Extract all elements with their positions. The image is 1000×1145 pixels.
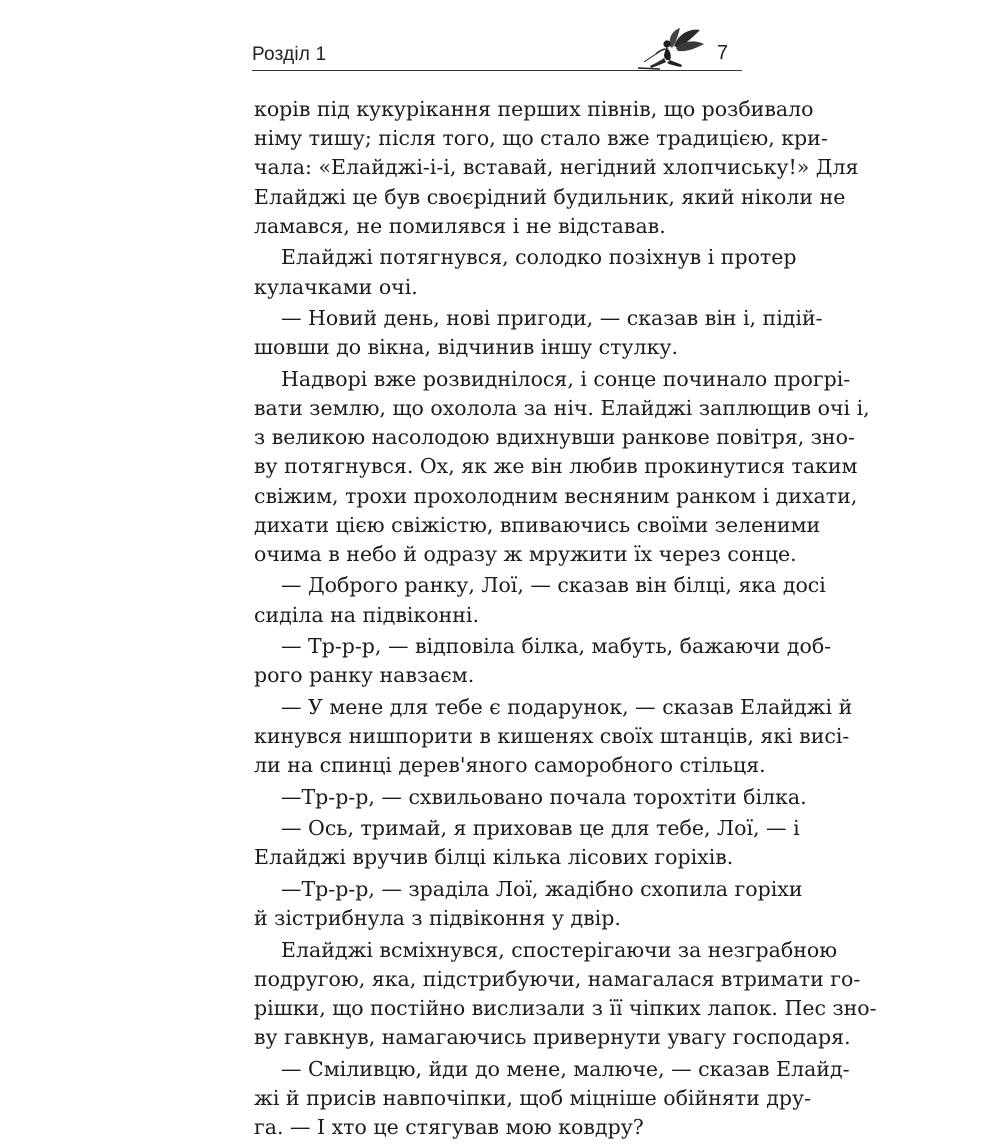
text-line: вати землю, що охолола за ніч. Елайджі заплющив очі і, (254, 395, 870, 420)
text-line: Елайджі це був своєрідний будильник, який ніколи не (254, 184, 846, 209)
text-line: шовши до вікна, відчинив іншу стулку. (254, 335, 678, 360)
text-line: рого ранку навзаєм. (254, 663, 475, 688)
paragraph (254, 875, 803, 933)
text-line: — Доброго ранку, Лої, — сказав він білці, яка досі (281, 573, 826, 598)
fairy-icon (634, 28, 706, 76)
paragraph (254, 783, 807, 812)
text-line: Елайджі потягнувся, солодко позіхнув і протер (281, 245, 797, 270)
running-header (252, 38, 742, 78)
text-line: Елайджі вручив білці кілька лісових горіхів. (254, 845, 734, 870)
paragraph (254, 571, 826, 629)
paragraph (254, 1055, 850, 1143)
text-line: очима в небо й одразу ж мружити їх через сонце. (254, 541, 797, 566)
text-line: га. — І хто це стягував мою ковдру? (254, 1115, 644, 1140)
text-line: подругою, яка, підстрибуючи, намагалася втримати го- (254, 966, 861, 991)
text-line: жі й присів навпочіпки, щоб міцніше обійняти дру- (254, 1085, 811, 1110)
page-number: 7 (716, 42, 728, 64)
text-line: сиділа на підвіконні. (254, 602, 479, 627)
text-line: —Тр-р-р, — зраділа Лої, жадібно схопила горіхи (281, 876, 803, 901)
text-line: — У мене для тебе є подарунок, — сказав Елайджі й (281, 694, 853, 719)
header-rule (252, 70, 742, 71)
paragraph (254, 693, 853, 781)
text-line: ли на спинці дерев'яного саморобного стільця. (254, 753, 766, 778)
text-line: кинувся нишпорити в кишенях своїх штанців, які висі- (254, 724, 850, 749)
text-line: — Сміливцю, йди до мене, малюче, — сказав Елайд- (281, 1056, 850, 1081)
text-line: рішки, що постійно вислизали з її чіпких лапок. Пес зно- (254, 996, 877, 1021)
text-line: —Тр-р-р, — схвильовано почала торохтіти білка. (281, 784, 807, 809)
text-line: корів під кукурікання перших півнів, що розбивало (254, 97, 814, 121)
paragraph (254, 95, 859, 241)
paragraph (254, 936, 877, 1053)
paragraph (254, 632, 832, 690)
text-line: ву потягнувся. Ох, як же він любив прокинутися таким (254, 454, 858, 479)
paragraph (254, 304, 823, 362)
text-line: Елайджі всміхнувся, спостерігаючи за незграбною (281, 937, 838, 962)
paragraph (254, 365, 870, 569)
text-line: чала: «Елайджі-і-і, вставай, негідний хлопчиську!» Для (254, 155, 859, 180)
text-line: ламався, не помилявся і не відставав. (254, 213, 666, 238)
paragraph (254, 243, 797, 301)
body-text (254, 95, 877, 1145)
text-line: й зістрибнула з підвіконня у двір. (254, 906, 621, 931)
text-line: ву гавкнув, намагаючись привернути увагу господаря. (254, 1025, 851, 1050)
text-line: дихати цією свіжістю, впиваючись своїми зеленими (254, 512, 821, 537)
text-line: — Ось, тримай, я приховав це для тебе, Лої, — і (281, 816, 800, 841)
text-line: кулачками очі. (254, 274, 418, 299)
paragraph (254, 814, 800, 872)
text-line: німу тишу; після того, що стало вже традицією, кри- (254, 126, 828, 151)
text-line: — Тр-р-р, — відповіла білка, мабуть, бажаючи доб- (281, 634, 832, 659)
text-line: з великою насолодою вдихнувши ранкове повітря, зно- (254, 425, 855, 450)
text-line: Надворі вже розвиднілося, і сонце починало прогрі- (281, 366, 851, 391)
chapter-title: Розділ 1 (252, 44, 327, 65)
text-line: — Новий день, нові пригоди, — сказав він і, підій- (281, 306, 823, 331)
text-line: свіжим, трохи прохолодним весняним ранком і дихати, (254, 483, 858, 508)
